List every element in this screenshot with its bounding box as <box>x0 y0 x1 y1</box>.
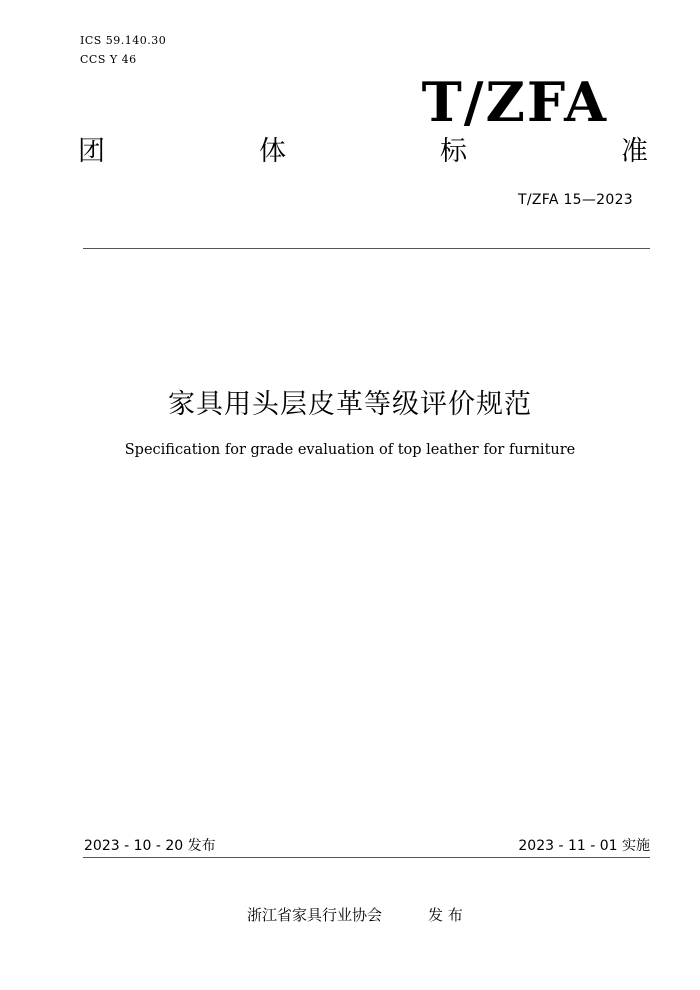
category-char: 团 <box>78 136 105 167</box>
category-char: 体 <box>259 136 286 167</box>
ccs-code: CCS Y 46 <box>80 53 137 66</box>
top-divider <box>83 248 650 249</box>
standard-logo: T/ZFA <box>421 70 608 134</box>
publish-date: 2023 - 10 - 20 发布 <box>84 838 216 854</box>
issue-label: 发 布 <box>428 906 463 924</box>
implement-date: 2023 - 11 - 01 实施 <box>518 838 650 854</box>
ics-code: ICS 59.140.30 <box>80 34 167 47</box>
publisher-name: 浙江省家具行业协会 <box>247 906 383 924</box>
bottom-divider <box>83 857 650 858</box>
standard-number: T/ZFA 15—2023 <box>518 192 633 208</box>
document-title-english: Specification for grade evaluation of top leather for furniture <box>124 442 576 458</box>
standard-category <box>78 135 648 169</box>
category-char: 准 <box>621 136 648 167</box>
document-title-chinese: 家具用头层皮革等级评价规范 <box>168 389 532 420</box>
category-char: 标 <box>440 136 467 167</box>
